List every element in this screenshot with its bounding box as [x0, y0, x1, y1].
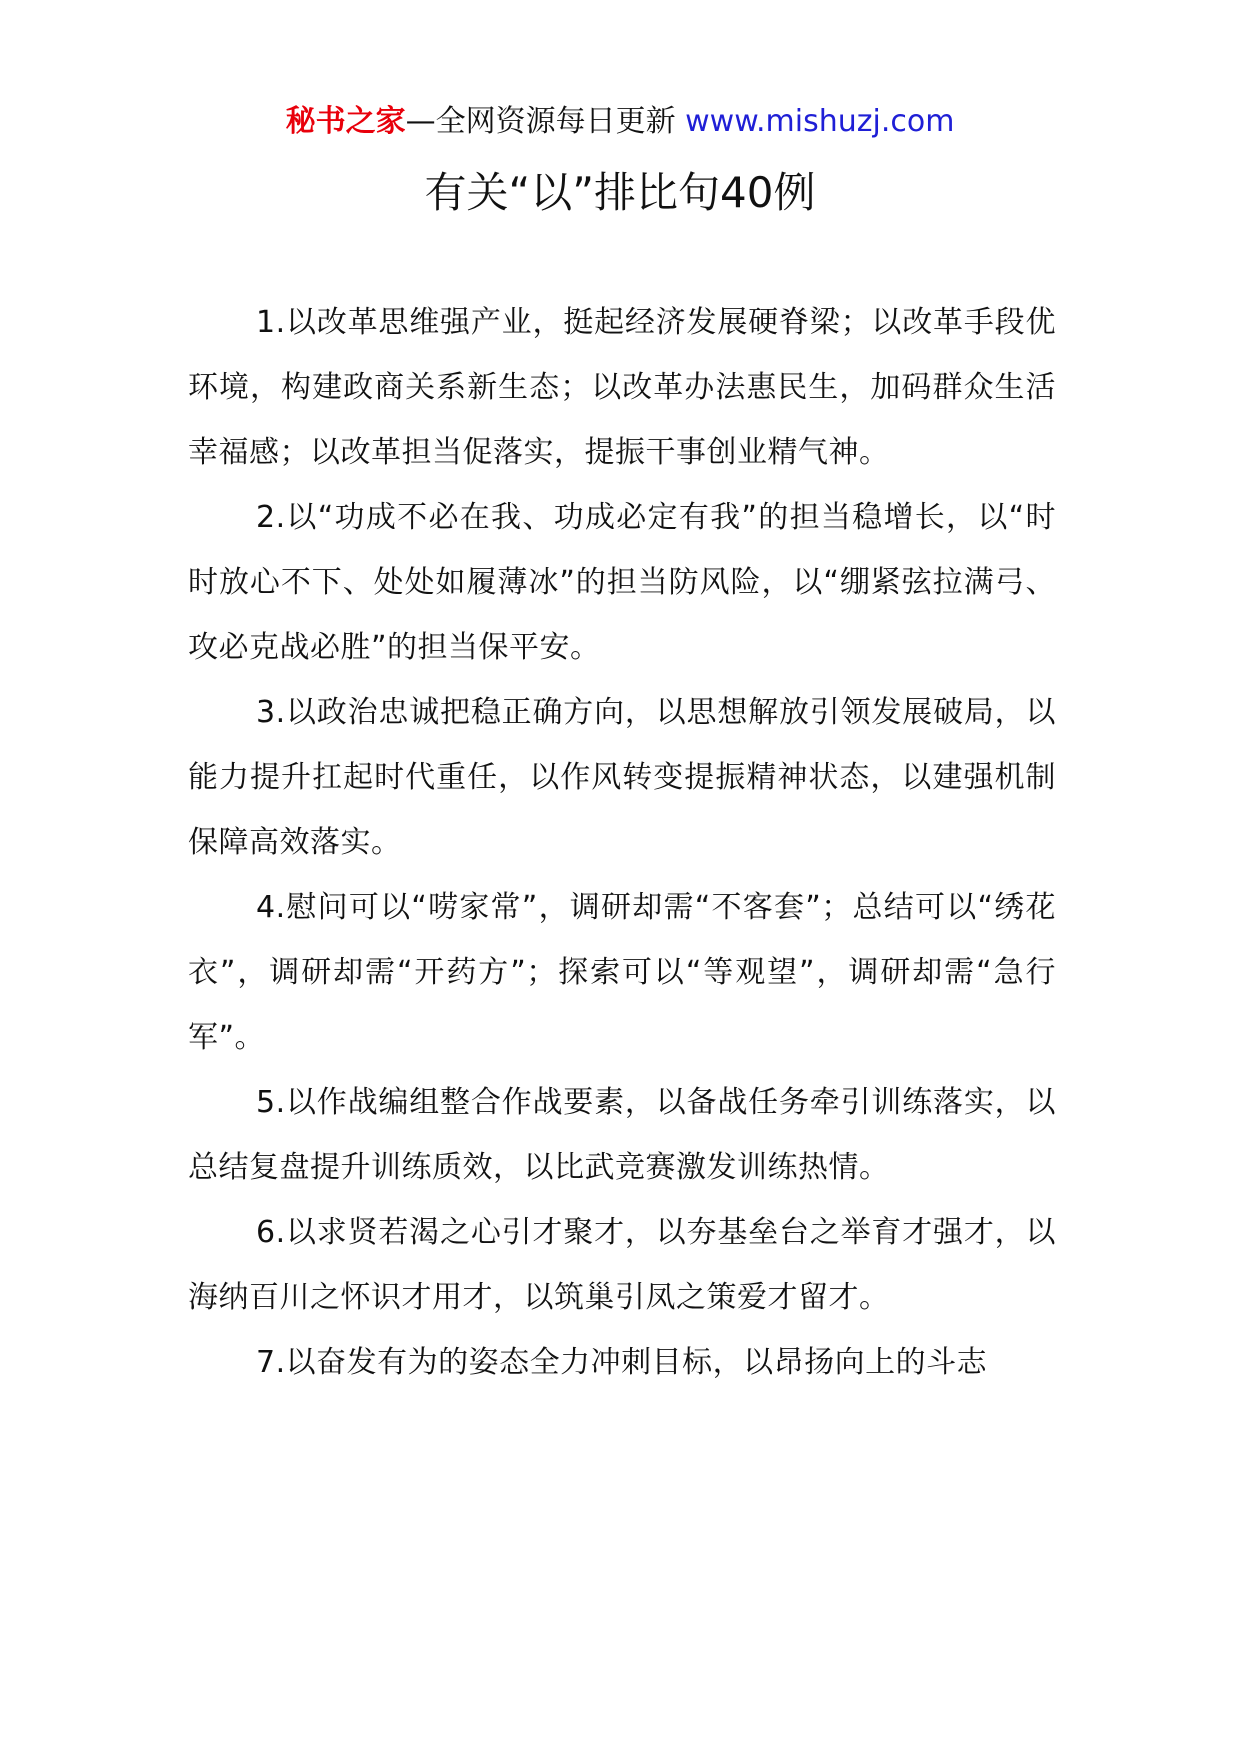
- site-header: [0, 100, 1240, 144]
- site-tagline: —全网资源每日更新: [405, 104, 686, 139]
- document-title: 有关“以”排比句40例: [424, 168, 816, 217]
- site-url-link[interactable]: www.mishuzj.com: [685, 104, 955, 139]
- paragraph-2: 2.以“功成不必在我、功成必定有我”的担当稳增长，以“时时放心不下、处处如履薄冰”的担当防风险，以“绷紧弦拉满弓、攻必克战必胜”的担当保平安。: [188, 500, 1056, 665]
- paragraph-7: 7.以奋发有为的姿态全力冲刺目标，以昂扬向上的斗志: [256, 1345, 988, 1380]
- paragraph-1: 1.以改革思维强产业，挺起经济发展硬脊梁；以改革手段优环境，构建政商关系新生态；以改革办法惠民生，加码群众生活幸福感；以改革担当促落实，提振干事创业精气神。: [188, 305, 1056, 470]
- paragraph-6: 6.以求贤若渴之心引才聚才，以夯基垒台之举育才强才，以海纳百川之怀识才用才，以筑巢引凤之策爱才留才。: [188, 1215, 1056, 1315]
- brand-name: 秘书之家: [285, 104, 406, 139]
- document-body: [188, 290, 1056, 1395]
- paragraph-3: 3.以政治忠诚把稳正确方向，以思想解放引领发展破局，以能力提升扛起时代重任，以作风转变提振精神状态，以建强机制保障高效落实。: [188, 695, 1056, 860]
- paragraph-4: 4.慰问可以“唠家常”，调研却需“不客套”；总结可以“绣花衣”，调研却需“开药方”；探索可以“等观望”，调研却需“急行军”。: [188, 890, 1056, 1055]
- paragraph-5: 5.以作战编组整合作战要素，以备战任务牵引训练落实，以总结复盘提升训练质效，以比武竞赛激发训练热情。: [188, 1085, 1056, 1185]
